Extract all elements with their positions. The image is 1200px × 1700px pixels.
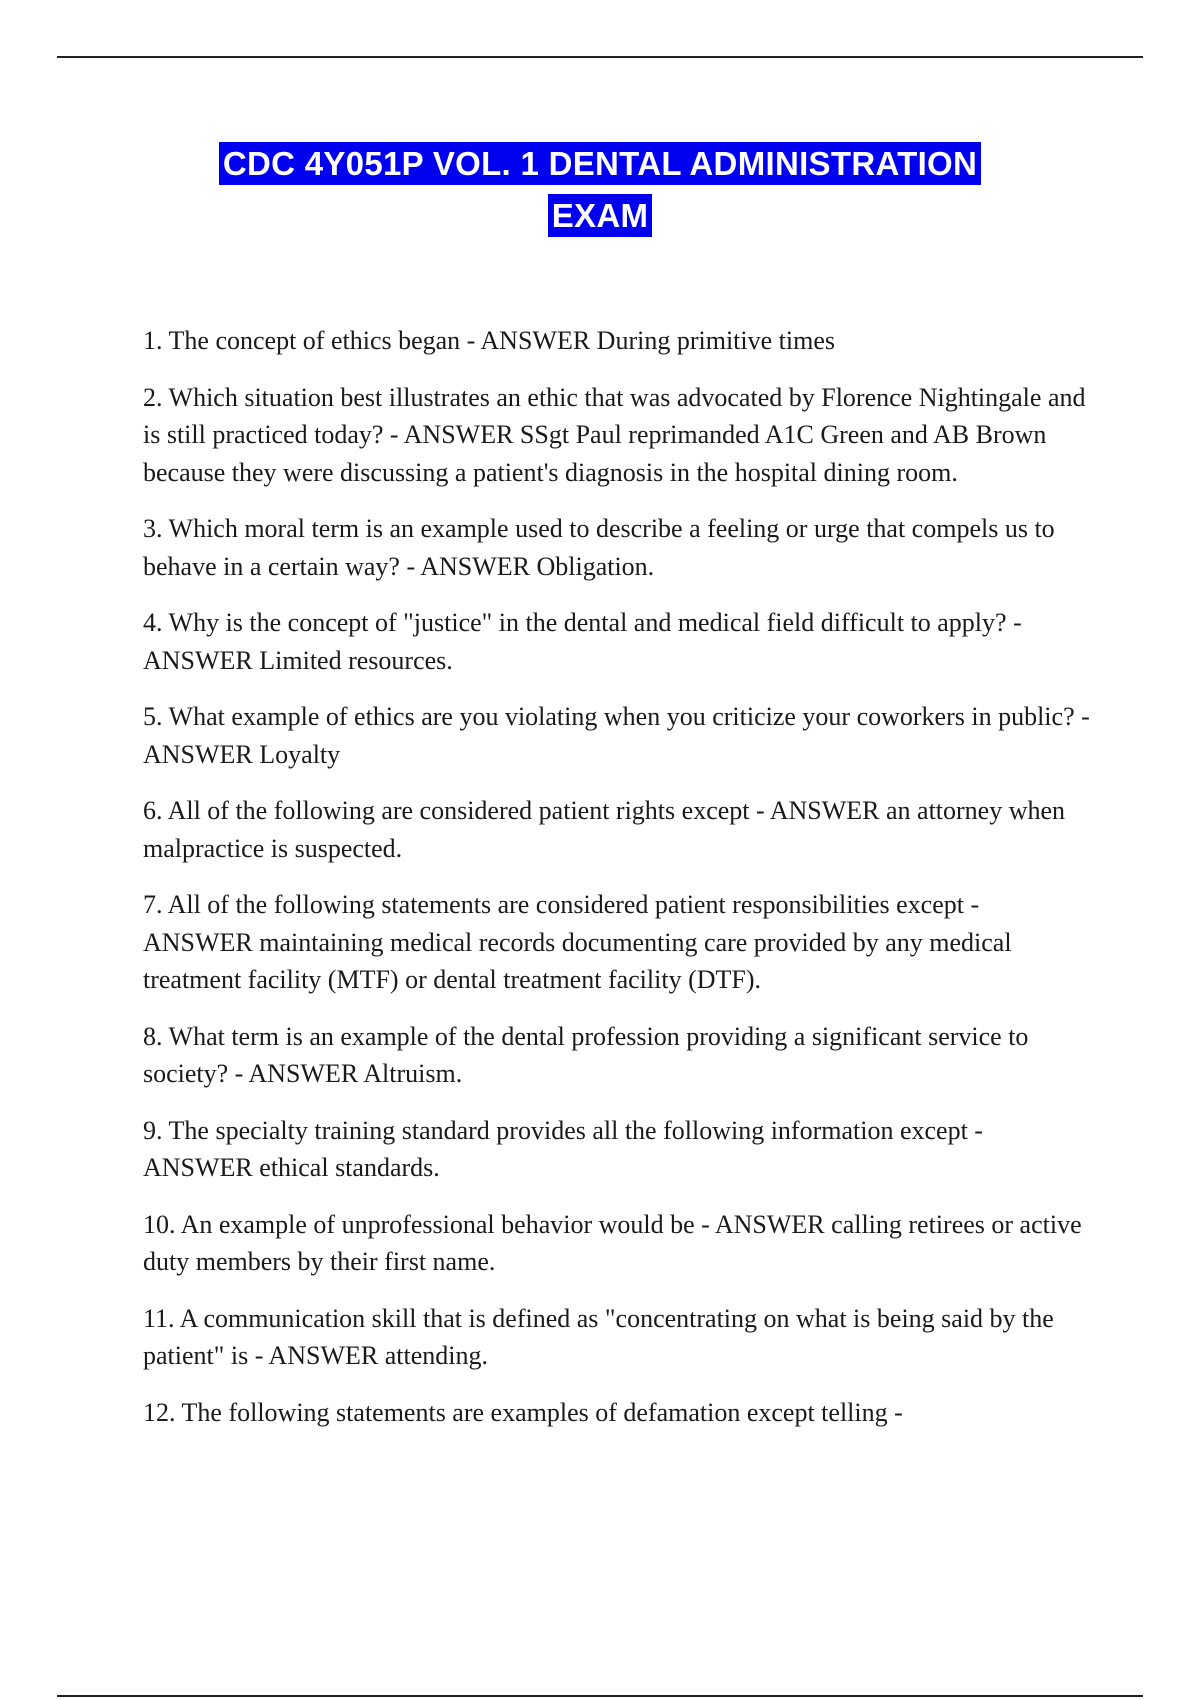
qa-item-8: 8. What term is an example of the dental profession providing a significant service to society? - ANSWER Altruism. [143, 1021, 1029, 1088]
qa-item-3: 3. Which moral term is an example used to describe a feeling or urge that compels us to behave in a certain way? - ANSWER Obligation. [143, 514, 1055, 581]
qa-item-5: 5. What example of ethics are you violating when you criticize your coworkers in public? - ANSWER Loyalty [143, 702, 1090, 769]
qa-item-12: 12. The following statements are examples of defamation except telling - [143, 1397, 903, 1427]
title-line-1: CDC 4Y051P VOL. 1 DENTAL ADMINISTRATION [219, 142, 981, 185]
qa-item-11: 11. A communication skill that is defined as "concentrating on what is being said by the patient" is - ANSWER attending. [143, 1303, 1054, 1370]
qa-list [143, 322, 1093, 1450]
qa-item-9: 9. The specialty training standard provides all the following information except - ANSWER ethical standards. [143, 1115, 983, 1182]
qa-item-1: 1. The concept of ethics began - ANSWER During primitive times [143, 326, 835, 355]
document-title [0, 142, 1200, 246]
bottom-rule [57, 1695, 1143, 1697]
qa-item-7: 7. All of the following statements are considered patient responsibilities except - ANSWER maintaining medical records documenting care provided by any medical treatment facility (MTF) or dental treatment facility (DTF). [143, 890, 1012, 994]
top-rule [57, 56, 1143, 58]
qa-item-2: 2. Which situation best illustrates an ethic that was advocated by Florence Nightingale and is still practiced today? - ANSWER SSgt Paul reprimanded A1C Green and AB Brown because they were discussing a patient's diagnosis in the hospital dining room. [143, 382, 1086, 487]
qa-item-4: 4. Why is the concept of "justice" in the dental and medical field difficult to apply? - ANSWER Limited resources. [143, 608, 1022, 675]
qa-item-10: 10. An example of unprofessional behavior would be - ANSWER calling retirees or active duty members by their first name. [143, 1209, 1082, 1276]
qa-item-6: 6. All of the following are considered patient rights except - ANSWER an attorney when malpractice is suspected. [143, 796, 1066, 863]
title-line-2: EXAM [548, 194, 653, 237]
